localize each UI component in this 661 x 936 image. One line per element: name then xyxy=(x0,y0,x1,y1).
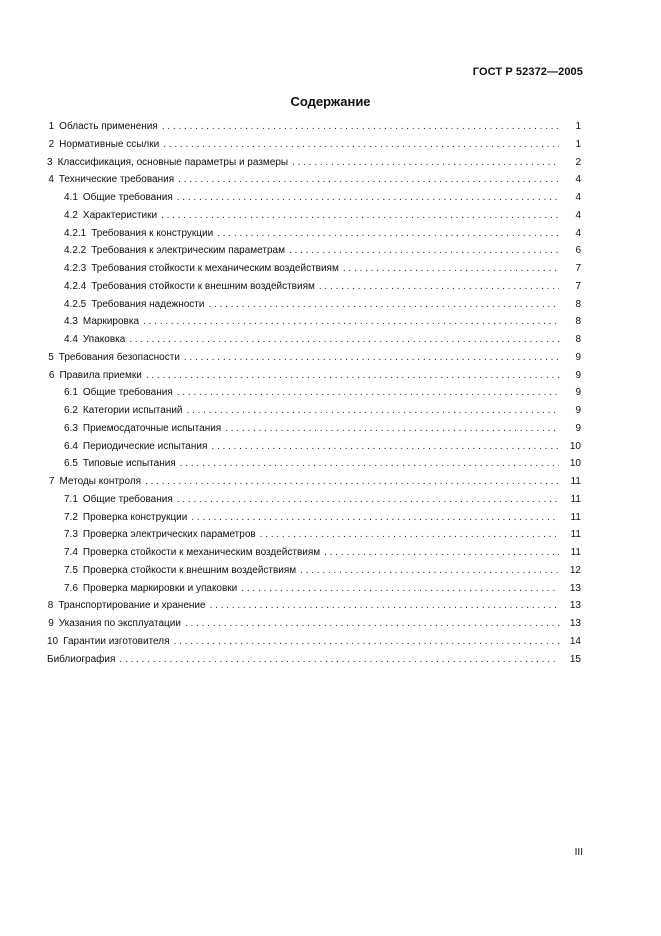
toc-entry-label: Библиография xyxy=(47,653,116,665)
toc-dot-leader xyxy=(163,139,559,150)
table-of-contents xyxy=(47,121,581,671)
toc-entry[interactable] xyxy=(47,476,581,494)
toc-entry-page: 8 xyxy=(575,316,581,328)
toc-entry-label: Периодические испытания xyxy=(82,440,208,452)
toc-entry-label: Типовые испытания xyxy=(82,458,176,470)
toc-dot-leader xyxy=(208,299,559,310)
toc-entry-page: 13 xyxy=(569,582,581,594)
toc-entry-number: 4 xyxy=(48,174,54,186)
toc-entry-number: 4.2.3 xyxy=(64,263,87,274)
toc-entry-number: 4.3 xyxy=(64,316,78,328)
toc-entry-number: 6.1 xyxy=(64,387,78,399)
toc-entry-label: Проверка маркировки и упаковки xyxy=(82,582,238,594)
toc-entry[interactable] xyxy=(47,583,581,601)
toc-dot-leader xyxy=(210,600,559,611)
toc-entry[interactable] xyxy=(47,263,581,281)
toc-entry-label: Гарантии изготовителя xyxy=(63,635,170,647)
toc-entry-number: 6.3 xyxy=(64,422,78,434)
toc-entry-number: 7.6 xyxy=(64,582,78,594)
toc-dot-leader xyxy=(300,565,559,576)
toc-entry[interactable] xyxy=(47,281,581,299)
page-title: Содержание xyxy=(290,94,371,109)
toc-entry-number: 7.5 xyxy=(64,564,78,576)
toc-entry-page: 1 xyxy=(575,138,581,150)
toc-entry[interactable] xyxy=(47,441,581,459)
toc-entry-label: Транспортирование и хранение xyxy=(58,600,206,612)
toc-entry-page: 4 xyxy=(575,192,581,203)
toc-dot-leader xyxy=(161,210,559,221)
toc-entry-label: Классификация, основные параметры и размеры xyxy=(57,156,289,168)
toc-entry-label: Правила приемки xyxy=(59,369,142,381)
toc-entry-number: 3 xyxy=(47,156,53,168)
toc-entry-page: 11 xyxy=(570,476,581,487)
toc-dot-leader xyxy=(185,618,559,629)
toc-entry[interactable] xyxy=(47,139,581,157)
toc-entry-page: 2 xyxy=(575,156,581,168)
toc-entry-label: Требования стойкости к внешним воздействиям xyxy=(91,280,315,292)
toc-entry-page: 10 xyxy=(569,440,581,452)
toc-entry[interactable] xyxy=(47,245,581,263)
toc-entry-label: Технические требования xyxy=(58,174,175,186)
toc-entry-label: Общие требования xyxy=(82,387,173,399)
toc-entry-page: 7 xyxy=(575,263,581,274)
toc-entry-page: 4 xyxy=(575,227,581,239)
toc-entry-number: 7 xyxy=(48,476,55,487)
toc-dot-leader xyxy=(187,405,559,416)
toc-dot-leader xyxy=(143,316,559,327)
toc-entry-number: 4.1 xyxy=(64,192,78,203)
toc-dot-leader xyxy=(177,192,559,203)
toc-entry-page: 15 xyxy=(569,653,581,665)
toc-entry-page: 4 xyxy=(575,174,581,186)
toc-entry-number: 4.2.1 xyxy=(64,227,87,239)
toc-dot-leader xyxy=(319,281,559,292)
toc-entry-label: Общие требования xyxy=(82,493,173,505)
toc-dot-leader xyxy=(191,512,559,523)
toc-dot-leader xyxy=(184,352,559,363)
toc-entry-page: 11 xyxy=(570,511,581,523)
toc-entry[interactable] xyxy=(47,370,581,388)
toc-entry-label: Проверка стойкости к механическим воздействиям xyxy=(82,547,321,558)
toc-dot-leader xyxy=(119,654,559,665)
toc-entry-page: 11 xyxy=(570,547,581,558)
toc-entry-number: 1 xyxy=(48,121,55,132)
toc-entry-number: 4.2.4 xyxy=(64,280,87,292)
toc-entry[interactable] xyxy=(47,210,581,228)
toc-entry-label: Требования безопасности xyxy=(58,351,180,363)
toc-entry-label: Требования надежности xyxy=(91,298,205,310)
toc-entry-number: 7.4 xyxy=(64,547,78,558)
toc-entry-number: 10 xyxy=(47,635,59,647)
toc-entry[interactable] xyxy=(47,654,581,672)
toc-dot-leader xyxy=(292,157,559,168)
toc-entry-label: Проверка электрических параметров xyxy=(82,529,256,541)
toc-entry-number: 7.1 xyxy=(64,493,78,505)
toc-entry[interactable] xyxy=(47,423,581,441)
toc-dot-leader xyxy=(241,583,559,594)
toc-entry[interactable] xyxy=(47,529,581,547)
toc-entry-page: 11 xyxy=(570,529,581,541)
toc-dot-leader xyxy=(343,263,559,274)
toc-entry-page: 7 xyxy=(575,280,581,292)
toc-entry-label: Общие требования xyxy=(82,192,173,203)
toc-entry[interactable] xyxy=(47,405,581,423)
toc-entry-label: Требования стойкости к механическим воздействиям xyxy=(91,263,339,274)
toc-entry-number: 4.2.2 xyxy=(64,245,87,257)
toc-entry[interactable] xyxy=(47,636,581,654)
toc-entry-number: 6 xyxy=(48,369,55,381)
standard-code: ГОСТ Р 52372—2005 xyxy=(472,66,583,78)
toc-entry-page: 14 xyxy=(569,635,581,647)
toc-dot-leader xyxy=(145,476,559,487)
toc-dot-leader xyxy=(162,121,559,132)
toc-entry-label: Нормативные ссылки xyxy=(59,138,160,150)
toc-entry[interactable] xyxy=(47,334,581,352)
toc-dot-leader xyxy=(217,228,559,239)
toc-entry-number: 6.2 xyxy=(64,405,78,416)
toc-entry-number: 7.3 xyxy=(64,529,78,541)
toc-entry[interactable] xyxy=(47,121,581,139)
toc-entry[interactable] xyxy=(47,494,581,512)
toc-entry[interactable] xyxy=(47,618,581,636)
toc-entry-label: Требования к электрическим параметрам xyxy=(91,245,285,257)
toc-dot-leader xyxy=(178,174,559,185)
toc-entry[interactable] xyxy=(47,565,581,583)
toc-entry[interactable] xyxy=(47,228,581,246)
toc-entry-page: 9 xyxy=(575,387,581,399)
toc-entry-label: Указания по эксплуатации xyxy=(58,618,181,629)
toc-entry-number: 4.4 xyxy=(64,334,78,345)
toc-entry[interactable] xyxy=(47,512,581,530)
toc-entry[interactable] xyxy=(47,299,581,317)
toc-entry-number: 2 xyxy=(48,138,55,150)
toc-dot-leader xyxy=(289,245,559,256)
toc-entry-page: 12 xyxy=(569,564,581,576)
toc-entry-number: 5 xyxy=(48,351,54,363)
toc-entry-page: 9 xyxy=(575,422,581,434)
toc-entry-page: 13 xyxy=(569,618,581,629)
toc-entry-label: Категории испытаний xyxy=(82,405,183,416)
toc-entry[interactable] xyxy=(47,387,581,405)
toc-dot-leader xyxy=(260,529,559,540)
toc-entry[interactable] xyxy=(47,458,581,476)
toc-entry-number: 7.2 xyxy=(64,511,78,523)
toc-entry-number: 6.5 xyxy=(64,458,78,470)
toc-entry-label: Область применения xyxy=(59,121,158,132)
toc-entry-number: 6.4 xyxy=(64,440,78,452)
toc-entry-label: Приемосдаточные испытания xyxy=(82,422,222,434)
toc-dot-leader xyxy=(129,334,559,345)
toc-entry-page: 8 xyxy=(575,334,581,345)
toc-dot-leader xyxy=(225,423,559,434)
toc-dot-leader xyxy=(177,494,559,505)
toc-dot-leader xyxy=(324,547,559,558)
toc-entry-page: 13 xyxy=(569,600,581,612)
toc-entry-page: 6 xyxy=(575,245,581,257)
toc-entry-page: 9 xyxy=(575,369,581,381)
toc-entry-page: 9 xyxy=(575,351,581,363)
toc-entry[interactable] xyxy=(47,600,581,618)
toc-dot-leader xyxy=(177,387,559,398)
toc-entry-page: 11 xyxy=(570,493,581,505)
toc-entry-label: Требования к конструкции xyxy=(91,227,214,239)
toc-dot-leader xyxy=(174,636,559,647)
toc-dot-leader xyxy=(146,370,559,381)
toc-entry-page: 9 xyxy=(575,405,581,416)
toc-entry[interactable] xyxy=(47,157,581,175)
toc-entry[interactable] xyxy=(47,352,581,370)
toc-dot-leader xyxy=(211,441,559,452)
toc-entry-label: Упаковка xyxy=(82,334,126,345)
page-number: III xyxy=(574,847,583,858)
toc-entry[interactable] xyxy=(47,192,581,210)
toc-dot-leader xyxy=(180,458,559,469)
toc-entry-label: Методы контроля xyxy=(59,476,142,487)
toc-entry[interactable] xyxy=(47,174,581,192)
toc-entry-page: 8 xyxy=(575,298,581,310)
toc-entry[interactable] xyxy=(47,547,581,565)
toc-entry-number: 4.2 xyxy=(64,209,78,221)
toc-entry[interactable] xyxy=(47,316,581,334)
toc-entry-label: Проверка стойкости к внешним воздействиям xyxy=(82,564,297,576)
toc-entry-page: 10 xyxy=(569,458,581,470)
toc-entry-number: 8 xyxy=(47,600,54,612)
toc-entry-number: 4.2.5 xyxy=(64,298,87,310)
toc-entry-number: 9 xyxy=(48,618,54,629)
toc-entry-label: Проверка конструкции xyxy=(82,511,188,523)
toc-entry-label: Характеристики xyxy=(82,209,158,221)
toc-entry-page: 1 xyxy=(575,121,581,132)
toc-entry-label: Маркировка xyxy=(82,316,140,328)
toc-entry-page: 4 xyxy=(575,209,581,221)
